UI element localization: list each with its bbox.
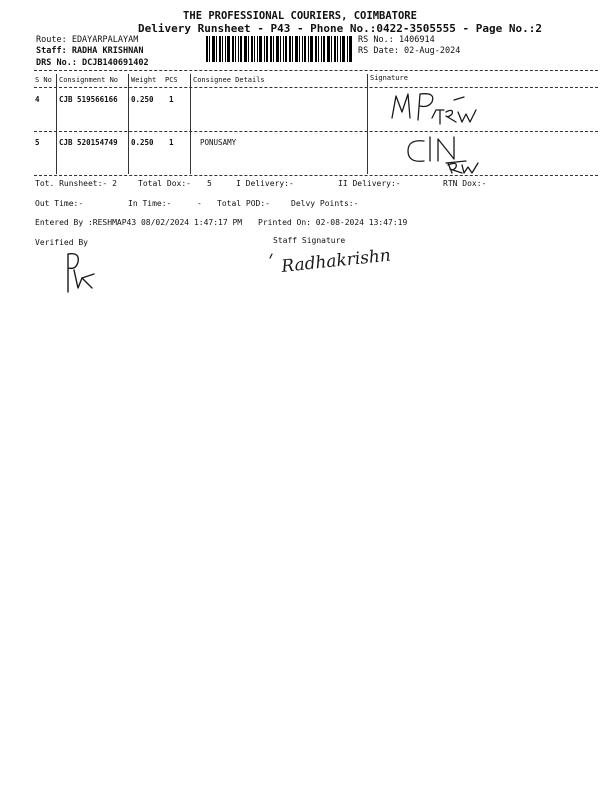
column-divider bbox=[56, 74, 57, 174]
row2-sno: 5 bbox=[35, 138, 40, 147]
barcode bbox=[206, 36, 352, 62]
route-label: Route: EDAYARPALAYAM bbox=[36, 35, 139, 45]
col-header-pcs: PCS bbox=[165, 76, 178, 84]
verified-by-label: Verified By bbox=[35, 238, 88, 247]
row2-consignment: CJB 520154749 bbox=[59, 138, 118, 147]
row-divider bbox=[34, 131, 598, 132]
total-runsheet: Tot. Runsheet:- 2 bbox=[35, 179, 117, 188]
row1-consignment: CJB 519566166 bbox=[59, 95, 118, 104]
out-time-label: Out Time:- bbox=[35, 199, 84, 208]
column-divider bbox=[367, 74, 368, 174]
row1-pcs: 1 bbox=[169, 95, 174, 104]
rtn-dox-label: RTN Dox:- bbox=[443, 179, 487, 188]
col-header-weight: Weight bbox=[131, 76, 157, 84]
runsheet-subtitle: Delivery Runsheet - P43 - Phone No.:0422-3505555 - Page No.:2 bbox=[138, 22, 542, 35]
rs-date: RS Date: 02-Aug-2024 bbox=[358, 46, 461, 56]
total-pod-label: Total POD:- bbox=[217, 199, 270, 208]
table-bottom-rule bbox=[34, 175, 598, 176]
staff-signature-lettering: Radhakrishn bbox=[280, 245, 392, 277]
row1-weight: 0.250 bbox=[131, 95, 154, 104]
verified-by-signature bbox=[58, 248, 100, 296]
col-header-consignment: Consignment No bbox=[59, 76, 119, 84]
printed-on: Printed On: 02-08-2024 13:47:19 bbox=[258, 218, 408, 227]
table-top-rule bbox=[34, 70, 598, 71]
ii-delivery-label: II Delivery:- bbox=[338, 179, 401, 188]
row1-sno: 4 bbox=[35, 95, 40, 104]
total-dox-value: 5 bbox=[207, 179, 212, 188]
entered-by: Entered By :RESHMAP43 08/02/2024 1:47:17 PM bbox=[35, 218, 243, 227]
row1-handwritten-signature bbox=[388, 88, 484, 130]
column-divider bbox=[190, 74, 191, 174]
row2-pcs: 1 bbox=[169, 138, 174, 147]
total-dox-label: Total Dox:- bbox=[138, 179, 191, 188]
col-header-sno: S No bbox=[35, 76, 52, 84]
staff-label: Staff: RADHA KRISHNAN bbox=[36, 46, 144, 56]
row2-consignee: PONUSAMY bbox=[200, 138, 237, 147]
delvy-points-label: Delvy Points:- bbox=[291, 199, 359, 208]
row2-handwritten-signature bbox=[402, 133, 494, 177]
rs-number: RS No.: 1406914 bbox=[358, 35, 435, 45]
col-header-signature: Signature bbox=[370, 74, 408, 82]
table-header-rule bbox=[34, 87, 598, 88]
staff-handwritten-signature bbox=[268, 245, 392, 282]
dash-separator: - bbox=[197, 199, 202, 208]
company-title: THE PROFESSIONAL COURIERS, COIMBATORE bbox=[183, 10, 417, 22]
staff-signature-label: Staff Signature bbox=[273, 236, 346, 245]
col-header-consignee: Consignee Details bbox=[193, 76, 265, 84]
in-time-label: In Time:- bbox=[128, 199, 172, 208]
drs-number: DRS No.: DCJB140691402 bbox=[36, 58, 149, 68]
i-delivery-label: I Delivery:- bbox=[236, 179, 294, 188]
column-divider bbox=[128, 74, 129, 174]
row2-weight: 0.250 bbox=[131, 138, 154, 147]
